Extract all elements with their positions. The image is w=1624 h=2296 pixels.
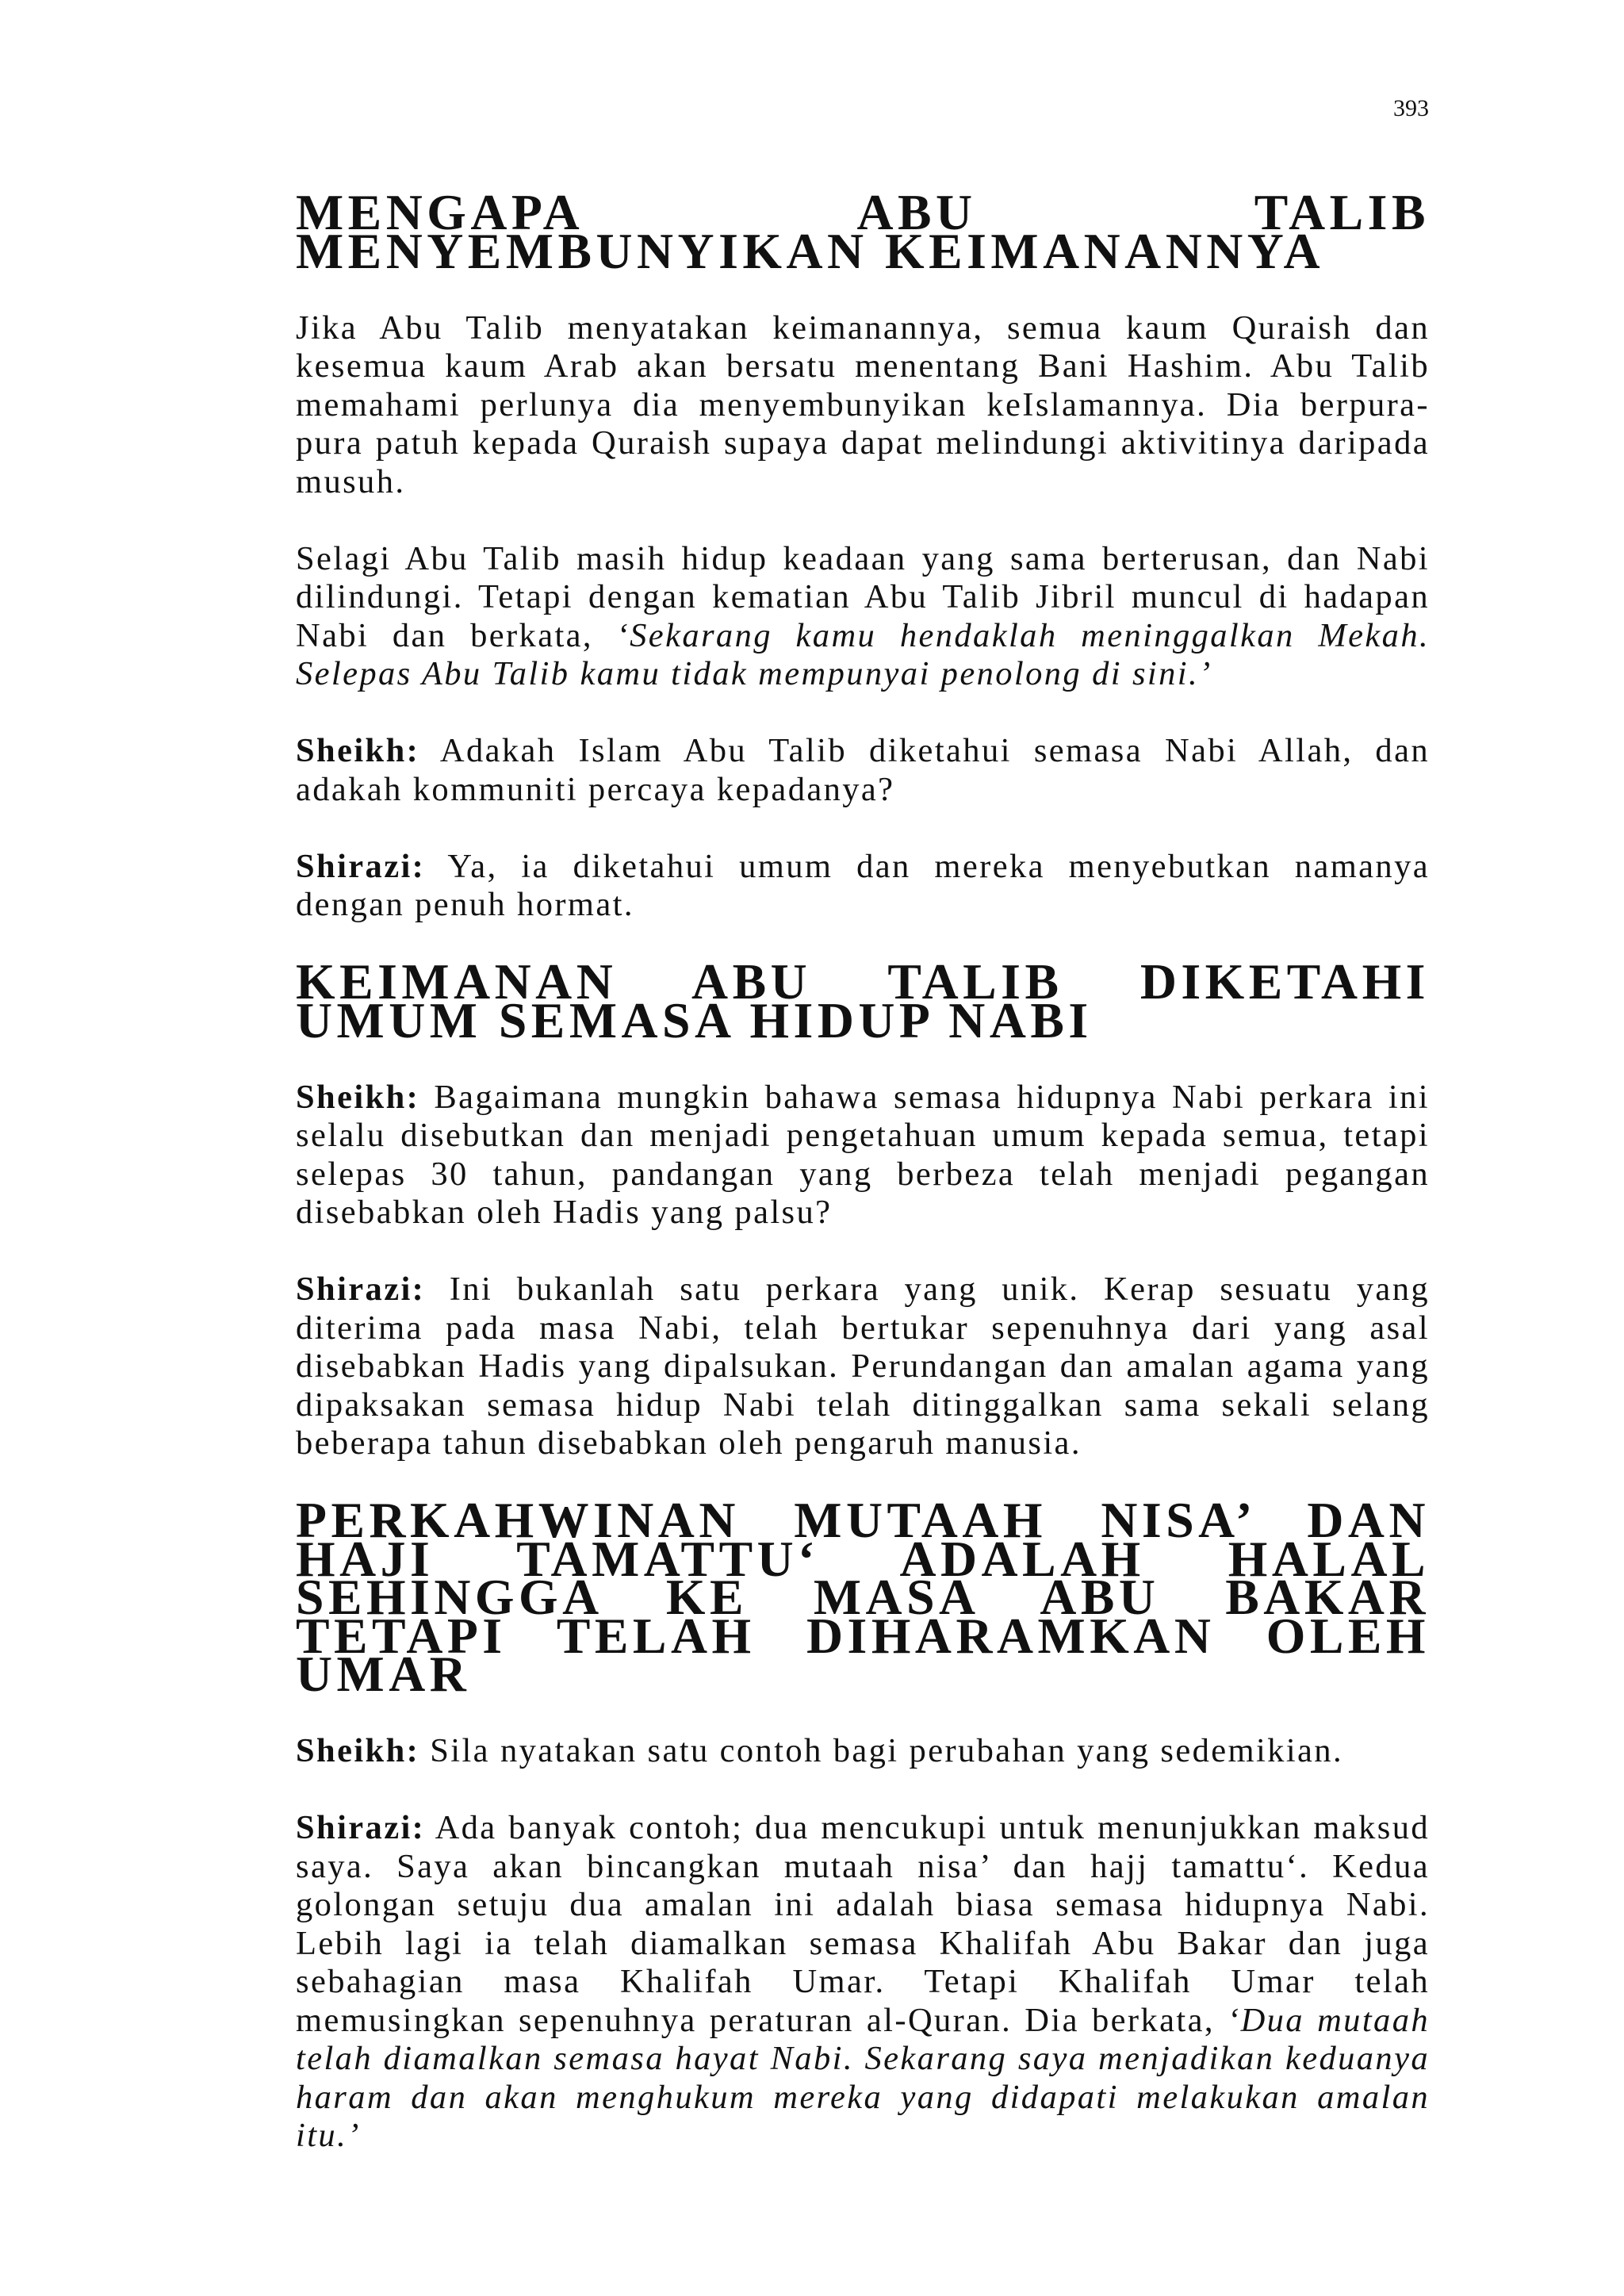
dialog-text: Ya, ia diketahui umum dan mereka menyebutkan namanya dengan penuh hormat. bbox=[296, 847, 1430, 923]
dialog-sheikh-3 bbox=[296, 1732, 1430, 1771]
section-heading-2: KEIMANAN ABU TALIB DIKETAHI UMUM SEMASA HIDUP NABI bbox=[296, 953, 1430, 1048]
paragraph-1: Jika Abu Talib menyatakan keimanannya, semua kaum Quraish dan kesemua kaum Arab akan bersatu menentang Bani Hashim. Abu Talib memahami perlunya dia menyembunyikan keIslamannya. Dia berpura-pura patuh kepada Quraish supaya dapat melindungi aktivitinya daripada musuh. bbox=[296, 309, 1430, 500]
spacer bbox=[296, 1771, 1430, 1810]
dialog-text: Adakah Islam Abu Talib diketahui semasa Nabi Allah, dan adakah kommuniti percaya kepadanya? bbox=[296, 732, 1430, 808]
speaker-label: Shirazi: bbox=[296, 847, 426, 885]
section-heading-3: PERKAHWINAN MUTAAH NISA’ DAN HAJI TAMATTU‘ ADALAH HALAL SEHINGGA KE MASA ABU BAKAR TETAPI TELAH DIHARAMKAN OLEH UMAR bbox=[296, 1492, 1430, 1702]
section-heading-1: MENGAPA ABU TALIB MENYEMBUNYIKAN KEIMANANNYA bbox=[296, 184, 1430, 279]
dialog-sheikh-2 bbox=[296, 1079, 1430, 1232]
dialog-text: Bagaimana mungkin bahawa semasa hidupnya Nabi perkara ini selalu disebutkan dan menjadi pengetahuan umum kepada semua, tetapi selepas 30 tahun, pandangan yang berbeza telah menjadi pegangan disebabkan oleh Hadis yang palsu? bbox=[296, 1078, 1430, 1231]
dialog-shirazi-2 bbox=[296, 1271, 1430, 1463]
dialog-quote: ‘Dua mutaah telah diamalkan semasa hayat Nabi. Sekarang saya menjadikan keduanya haram dan akan menghukum mereka yang didapati melakukan amalan itu.’ bbox=[296, 2001, 1430, 2154]
dialog-shirazi-1 bbox=[296, 848, 1430, 925]
dialog-shirazi-3 bbox=[296, 1809, 1430, 2156]
spacer bbox=[296, 809, 1430, 848]
speaker-label: Shirazi: bbox=[296, 1809, 426, 1846]
dialog-text: Sila nyatakan satu contoh bagi perubahan yang sedemikian. bbox=[419, 1732, 1343, 1769]
speaker-label: Sheikh: bbox=[296, 732, 420, 769]
speaker-label: Sheikh: bbox=[296, 1732, 420, 1769]
dialog-sheikh-1 bbox=[296, 732, 1430, 809]
speaker-label: Sheikh: bbox=[296, 1078, 420, 1116]
dialog-text: Ada banyak contoh; dua mencukupi untuk menunjukkan maksud saya. Saya akan bincangkan mutaah nisa’ dan hajj tamattu‘. Kedua golongan setuju dua amalan ini adalah biasa semasa hidupnya Nabi. Lebih lagi ia telah diamalkan semasa Khalifah Abu Bakar dan juga sebahagian masa Khalifah Umar. Tetapi Khalifah Umar telah memusingkan sepenuhnya peraturan al-Quran. Dia berkata, bbox=[296, 1809, 1430, 2039]
page-number: 393 bbox=[1393, 95, 1429, 121]
paragraph-2 bbox=[296, 540, 1430, 694]
spacer bbox=[296, 1232, 1430, 1271]
spacer bbox=[296, 501, 1430, 540]
spacer bbox=[296, 694, 1430, 733]
paragraph-2-quote: ‘Sekarang kamu hendaklah meninggalkan Mekah. Selepas Abu Talib kamu tidak mempunyai penolong di sini.’ bbox=[296, 616, 1430, 692]
speaker-label: Shirazi: bbox=[296, 1271, 426, 1308]
page-body bbox=[296, 184, 1430, 2156]
paragraph-2-text: Selagi Abu Talib masih hidup keadaan yang sama berterusan, dan Nabi dilindungi. Tetapi dengan kematian Abu Talib Jibril muncul di hadapan Nabi dan berkata, bbox=[296, 539, 1430, 654]
dialog-text: Ini bukanlah satu perkara yang unik. Kerap sesuatu yang diterima pada masa Nabi, telah bertukar sepenuhnya dari yang asal disebabkan Hadis yang dipalsukan. Perundangan dan amalan agama yang dipaksakan semasa hidup Nabi telah ditinggalkan sama sekali selang beberapa tahun disebabkan oleh pengaruh manusia. bbox=[296, 1271, 1430, 1462]
